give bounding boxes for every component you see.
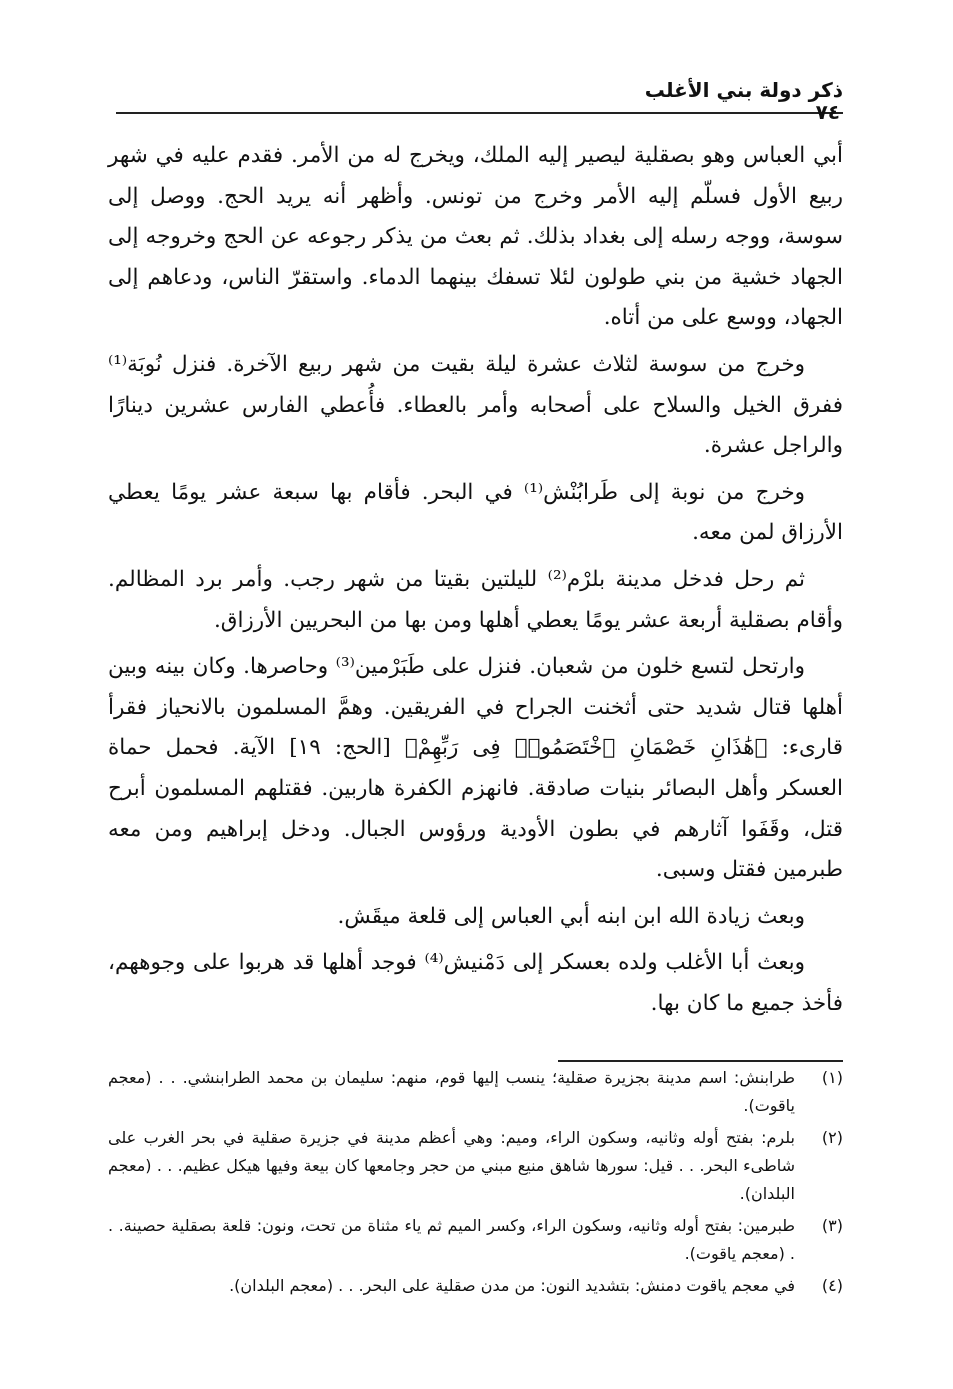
footnote-number: (٤) [821,1276,843,1295]
paragraph: وخرج من سوسة لثلاث عشرة ليلة بقيت من شهر ربيع الآخرة. فنزل نُوبَة⁽¹⁾ ففرق الخيل والسلاح على أصحابه وأمر بالعطاء. فأُعطي الفارس عشرين دينارًا والراجل عشرة. [108,351,843,459]
paragraph: أبي العباس وهو بصقلية ليصير إليه الملك، ويخرج له من الأمر. فقدم عليه في شهر ربيع الأول فسلّم إليه الأمر وخرج من تونس. وأظهر أنه يريد الحج. ووصل إلى سوسة، ووجه رسله إلى بغداد بذلك. ثم بعث من يذكر رجوعه عن الحج وخروجه إلى الجهاد خشية من بني طولون لئلا تسفك بينهما الدماء. واستقرّ الناس، ودعاهم إلى الجهاد، ووسع على من أتاه. [108,143,843,331]
footnote-number: (٣) [821,1216,843,1235]
paragraph: ثم رحل فدخل مدينة بلرْم⁽²⁾ لليلتين بقيتا من شهر رجب. وأمر برد المظالم. وأقام بصقلية أربعة عشر يومًا يعطي أهلها ومن بها من البحريين الأرزاق. [108,566,843,633]
footnote-text: في معجم ياقوت دمنش: بتشديد النون: من مدن صقلية على البحر. . . (معجم البلدان). [229,1276,795,1295]
footnote [108,1064,843,1120]
running-title: ذكر دولة بني الأغلب [644,78,843,102]
paragraph: وبعث زيادة الله ابن ابنه أبي العباس إلى قلعة ميقَش. [337,903,805,929]
footnote [108,1272,843,1300]
paragraph: وخرج من نوبة إلى طَرابُنْش⁽¹⁾ في البحر. فأقام بها سبعة عشر يومًا يعطي الأرزاق لمن معه. [108,479,843,546]
footnote [108,1124,843,1208]
footnote-number: (١) [821,1068,843,1087]
footnote-number: (٢) [821,1128,843,1147]
main-text [108,136,843,1030]
footnotes [108,1064,843,1304]
footnote-text: طبرمين: بفتح أوله وثانيه، وسكون الراء، وكسر الميم ثم ياء مثناة من تحت، ونون: قلعة بصقلية حصينة. . . (معجم ياقوت). [108,1216,795,1263]
paragraph: وارتحل لتسع خلون من شعبان. فنزل على طَبَرْمين⁽³⁾ وحاصرها. وكان بينه وبين أهلها قتال شديد حتى أثخنت الجراح في الفريقين. وهمَّ المسلمون بالانحياز فقرأ قارىء: ﴿هَٰذَانِ خَصْمَانِ ٱخْتَصَمُوا۟ فِى رَبِّهِمْ﴾ [الحج: ١٩] الآية. فحمل حماة العسكر وأهل البصائر بنيات صادقة. فانهزم الكفرة هاربين. فقتلهم المسلمون أبرح قتل، وقَفَوا آثارهم في بطون الأودية ورؤوس الجبال. ودخل إبراهيم ومن معه طبرمين فقتل وسبى. [108,654,843,883]
footnote-text: طرابنش: اسم مدينة بجزيرة صقلية؛ ينسب إليها قوم، منهم: سليمان بن محمد الطرابنشي. . . (معجم ياقوت). [108,1068,795,1115]
running-header [116,78,843,114]
footnote-divider [558,1060,843,1062]
footnote-text: بلرم: بفتح أوله وثانيه، وسكون الراء، وميم: وهي أعظم مدينة في جزيرة صقلية في بحر الغرب على شاطىء البحر. . . قيل: سورها شاهق منيع مبني من حجر وجامعها كان بيعة وفيها هيكل عظيم. . . (معجم البلدان). [108,1128,795,1203]
paragraph: وبعث أبا الأغلب ولده بعسكر إلى دَمْنيش⁽⁴⁾ فوجد أهلها قد هربوا على وجوههم، فأخذ جميع ما كان بها. [108,950,843,1016]
page-number: ٧٤ [815,100,840,124]
footnote [108,1212,843,1268]
